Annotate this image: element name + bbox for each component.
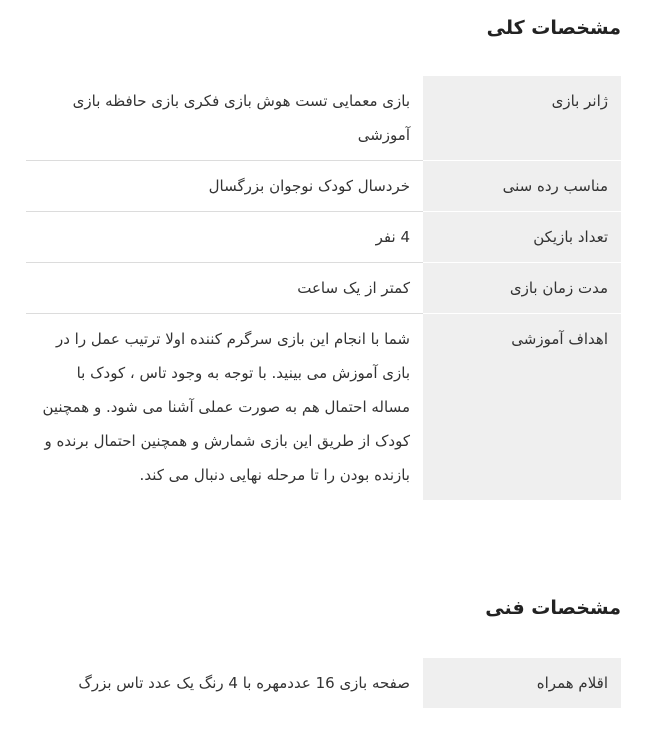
general-specs-table xyxy=(26,76,621,500)
table-row xyxy=(26,658,621,708)
spec-label-educational-goals: اهداف آموزشی xyxy=(423,314,621,501)
spec-label-duration: مدت زمان بازی xyxy=(423,263,621,314)
technical-specs-table xyxy=(26,658,621,708)
table-row xyxy=(26,212,621,263)
spec-value-age-range: خردسال کودک نوجوان بزرگسال xyxy=(26,161,423,212)
table-row xyxy=(26,263,621,314)
table-row xyxy=(26,76,621,161)
spec-value-genre: بازی معمایی تست هوش بازی فکری بازی حافظه بازی آموزشی xyxy=(72,92,410,144)
table-row xyxy=(26,161,621,212)
spec-label-genre: ژانر بازی xyxy=(423,76,621,161)
spec-label-players: تعداد بازیکن xyxy=(423,212,621,263)
spec-value-players: 4 نفر xyxy=(26,212,423,263)
spec-label-age-range: مناسب رده سنی xyxy=(423,161,621,212)
technical-specs-title: مشخصات فنی xyxy=(485,597,621,619)
general-specs-title: مشخصات کلی xyxy=(486,17,621,39)
spec-label-included-items: اقلام همراه xyxy=(423,658,621,708)
spec-value-duration: کمتر از یک ساعت xyxy=(26,263,423,314)
spec-value-educational-goals: شما با انجام این بازی سرگرم کننده اولا ترتیب عمل را در بازی آموزش می بینید. با توجه به وجود تاس ، کودک با مساله احتمال هم به صورت عملی آشنا می شود. و همچنین کودک از طریق این بازی شمارش و همچنین احتمال برنده و بازنده بودن را تا مرحله نهایی دنبال می کند. xyxy=(26,314,423,501)
table-row xyxy=(26,314,621,501)
spec-value-included-items: صفحه بازی 16 عددمهره با 4 رنگ یک عدد تاس بزرگ xyxy=(78,674,410,692)
